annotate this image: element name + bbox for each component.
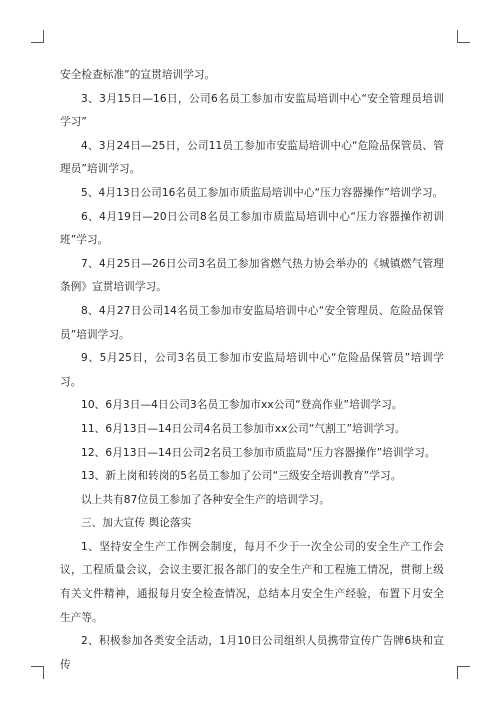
paragraph-item-12: 12、6月13日—14日公司2名员工参加市质监局“压力容器操作”培训学习。 bbox=[81, 446, 436, 459]
paragraph-item-4: 4、3月24日—25日，公司11员工参加市安监局培训中心“危险品保管员、管理员”培训学习。 bbox=[60, 139, 444, 176]
paragraph-section3-item-2: 2、积极参加各类安全活动，1月10日公司组织人员携带宣传广告牌6块和宣传 bbox=[60, 635, 444, 671]
paragraph-continuation: 安全检查标准”的宣贯培训学习。 bbox=[60, 69, 216, 81]
crop-mark-top-left bbox=[31, 30, 44, 43]
paragraph-item-8: 8、4月27日公司14名员工参加市安监局培训中心“安全管理员、危险品保管员”培训学习。 bbox=[60, 304, 444, 341]
paragraph-summary: 以上共有87位员工参加了各种安全生产的培训学习。 bbox=[81, 493, 330, 506]
paragraph-item-13: 13、新上岗和转岗的5名员工参加了公司“三级安全培训教育”学习。 bbox=[81, 470, 402, 483]
section-heading: 三、加大宣传 舆论落实 bbox=[81, 517, 192, 530]
crop-mark-bottom-left bbox=[31, 666, 44, 679]
paragraph-item-6: 6、4月19日—20日公司8名员工参加市质监局培训中心“压力容器操作初训班”学习。 bbox=[60, 210, 444, 247]
paragraph-item-11: 11、6月13日—14日公司4名员工参加市xx公司“气割工”培训学习。 bbox=[81, 422, 406, 435]
paragraph-item-10: 10、6月3日—4日公司3名员工参加市xx公司“登高作业”培训学习。 bbox=[81, 399, 403, 412]
crop-mark-top-right bbox=[457, 30, 470, 43]
paragraph-item-3: 3、3月15日—16日，公司6名员工参加市安监局培训中心“安全管理员培训学习” bbox=[60, 92, 444, 129]
paragraph-item-7: 7、4月25日—26日公司3名员工参加省燃气热力协会举办的《城镇燃气管理条例》宣贯培训学习。 bbox=[60, 257, 444, 294]
paragraph-section3-item-1: 1、坚持安全生产工作例会制度，每月不少于一次全公司的安全生产工作会议，工程质量会议，会议主要汇报各部门的安全生产和工程施工情况，贯彻上级有关文件精神，通报每月安全检查情况，总结本月安全生产经验，布置下月安全生产等。 bbox=[60, 540, 444, 624]
crop-mark-bottom-right bbox=[457, 666, 470, 679]
paragraph-item-5: 5、4月13日公司16名员工参加市质监局培训中心“压力容器操作”培训学习。 bbox=[81, 186, 444, 199]
paragraph-item-9: 9、5月25日，公司3名员工参加市安监局培训中心“危险品保管员”培训学习。 bbox=[60, 352, 444, 388]
document-body bbox=[60, 64, 444, 677]
